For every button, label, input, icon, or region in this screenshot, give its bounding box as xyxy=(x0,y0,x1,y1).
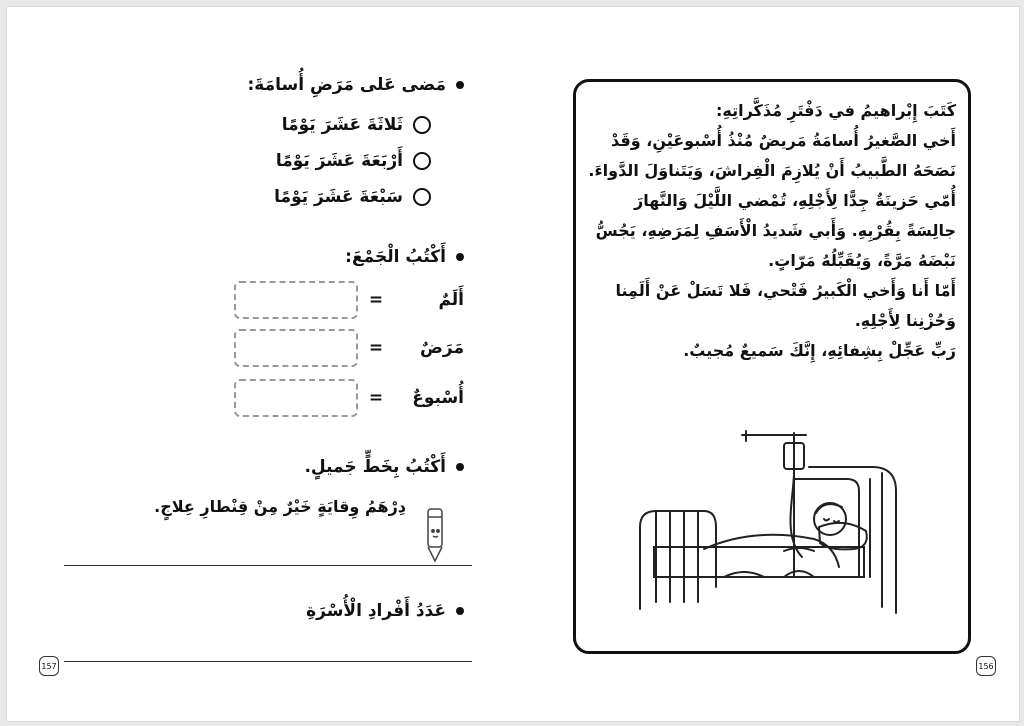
writing-line[interactable] xyxy=(64,565,472,566)
plural-row xyxy=(234,329,464,367)
plural-answer-box[interactable] xyxy=(234,329,358,367)
question-plural xyxy=(345,247,464,267)
equals-sign: = xyxy=(368,388,384,408)
singular-word: أَلَمٌ xyxy=(438,290,464,310)
option-14-days[interactable] xyxy=(274,143,431,179)
option-13-days[interactable] xyxy=(274,107,431,143)
story-text xyxy=(586,96,956,366)
page-number: 156 xyxy=(976,656,996,676)
equals-sign: = xyxy=(368,290,384,310)
equals-sign: = xyxy=(368,338,384,358)
plural-row xyxy=(234,281,464,319)
story-line: رَبِّ عَجِّلْ بِشِفائِهِ، إِنَّكَ سَميعٌ مُجيبٌ. xyxy=(683,341,956,360)
pencil-icon xyxy=(424,505,446,565)
radio-button[interactable] xyxy=(413,152,431,170)
plural-answer-box[interactable] xyxy=(234,281,358,319)
question-family-members xyxy=(306,601,464,621)
answer-line[interactable] xyxy=(64,661,472,662)
answer-options xyxy=(274,107,431,215)
question-duration xyxy=(247,75,464,95)
plural-row xyxy=(234,379,464,417)
option-label: ثَلاثَةَ عَشَرَ يَوْمًا xyxy=(281,115,403,135)
story-line: أُمّي حَزينَةٌ جِدًّا لِأَجْلِهِ، تُمْضي اللَّيْلَ وَالنَّهارَ جالِسَةً بِقُرْبِهِ. وَأَبي شَديدُ الْأَسَفِ لِمَرَضِهِ، يَجُسُّ نَبْضَهُ مَرَّةً، وَيُقَبِّلُهُ مَرّاتٍ. xyxy=(595,191,956,270)
bullet xyxy=(456,253,464,261)
question-label: أَكْتُبُ بِخَطٍّ جَميلٍ. xyxy=(304,457,446,477)
proverb-text: دِرْهَمُ وِقايَةٍ خَيْرٌ مِنْ قِنْطارِ عِلاجٍ. xyxy=(154,497,406,516)
bullet xyxy=(456,81,464,89)
story-line: كَتَبَ إِبْراهيمُ في دَفْتَرِ مُذَكَّراتِهِ: xyxy=(716,101,956,120)
singular-word: أُسْبوعٌ xyxy=(412,388,464,408)
singular-word: مَرَضٌ xyxy=(420,338,464,358)
radio-button[interactable] xyxy=(413,116,431,134)
bullet xyxy=(456,463,464,471)
radio-button[interactable] xyxy=(413,188,431,206)
option-label: سَبْعَةَ عَشَرَ يَوْمًا xyxy=(274,187,403,207)
page-number: 157 xyxy=(39,656,59,676)
sick-child-illustration xyxy=(634,427,904,637)
question-label: مَضى عَلى مَرَضِ أُسامَةَ: xyxy=(247,75,446,95)
option-label: أَرْبَعَةَ عَشَرَ يَوْمًا xyxy=(275,151,403,171)
option-17-days[interactable] xyxy=(274,179,431,215)
question-handwriting xyxy=(304,457,464,477)
bullet xyxy=(456,607,464,615)
plural-answer-box[interactable] xyxy=(234,379,358,417)
workbook-spread xyxy=(6,6,1020,722)
story-line: أَمّا أَنا وَأَخي الْكَبيرُ فَتْحي، فَلا تَسَلْ عَنْ أَلَمِنا وَحُزْنِنا لِأَجْلِهِ. xyxy=(615,281,956,330)
story-box xyxy=(573,79,971,654)
question-label: أَكْتُبُ الْجَمْعَ: xyxy=(345,247,446,267)
story-line: أَخي الصَّغيرُ أُسامَةُ مَريضٌ مُنْذُ أُسْبوعَيْنِ، وَقَدْ نَصَحَهُ الطَّبيبُ أَنْ يُلازِمَ الْفِراشَ، وَيَتَناوَلَ الدَّواءَ. xyxy=(588,131,956,180)
question-label: عَدَدُ أَفْرادِ الْأُسْرَةِ xyxy=(306,601,446,621)
